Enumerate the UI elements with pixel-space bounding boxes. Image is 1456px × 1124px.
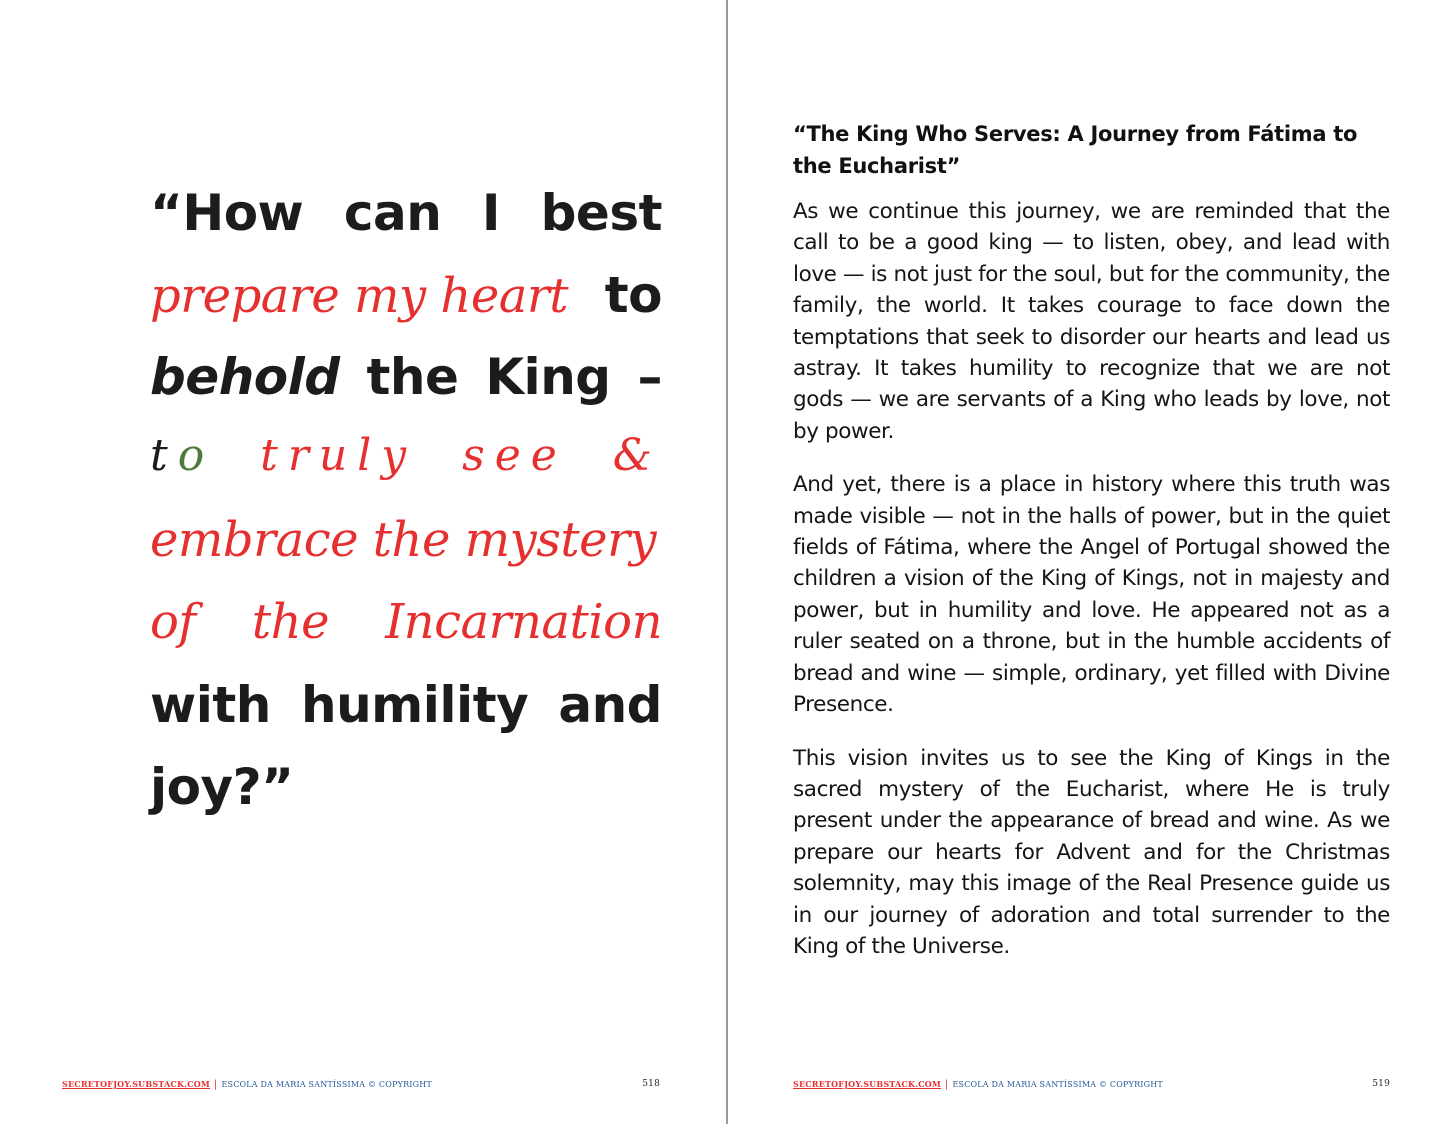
- pull-quote: [150, 184, 662, 840]
- quote-script-word: see: [462, 430, 567, 481]
- page-number: 519: [1372, 1079, 1390, 1089]
- footer-site-link[interactable]: SECRETOFJOY.SUBSTACK.COM: [62, 1079, 210, 1089]
- quote-word: joy?”: [150, 758, 294, 816]
- quote-letter-t: t: [150, 430, 178, 481]
- page-footer: [793, 1077, 1390, 1091]
- footer-copyright: ESCOLA DA MARIA SANTÍSSIMA © COPYRIGHT: [221, 1079, 432, 1089]
- quote-word: best: [540, 184, 662, 242]
- quote-line-6: [150, 594, 662, 676]
- quote-script-word: Incarnation: [385, 594, 662, 650]
- quote-line-4: [150, 430, 662, 512]
- quote-script-word: truly: [260, 430, 417, 481]
- quote-word: humility: [300, 676, 529, 734]
- article-paragraph: As we continue this journey, we are reminded that the call to be a good king — to listen, obey, and lead with love — is not just for the soul, but for the community, the family, the world. It takes courage to face down the temptations that seek to disorder our hearts and lead us astray. It takes humility to recognize that we are not gods — we are servants of a King who leads by love, not by power.: [793, 199, 1390, 444]
- article-paragraph: This vision invites us to see the King of Kings in the sacred mystery of the Eucharist, where He is truly present under the appearance of bread and wine. As we prepare our hearts for Advent and for the Christmas solemnity, may this image of the Real Presence guide us in our journey of adoration and total surrender to the King of the Universe.: [793, 745, 1390, 959]
- quote-line-7: [150, 676, 662, 758]
- quote-script-word: [150, 430, 214, 481]
- quote-script-phrase: embrace the mystery: [150, 512, 657, 568]
- quote-line-2: [150, 266, 662, 348]
- article-title: “The King Who Serves: A Journey from Fátima to the Eucharist”: [793, 122, 1358, 178]
- quote-line-3: [150, 348, 662, 430]
- quote-word: King: [485, 348, 611, 406]
- quote-line-1: [150, 184, 662, 266]
- quote-word: with: [150, 676, 271, 734]
- footer-separator: |: [944, 1078, 949, 1090]
- quote-word: I: [481, 184, 501, 242]
- quote-word: to: [604, 266, 662, 324]
- quote-word: “How: [150, 184, 304, 242]
- quote-italic-word: behold: [150, 348, 340, 406]
- quote-script-word: the: [251, 594, 329, 650]
- quote-word: can: [343, 184, 442, 242]
- right-page: [728, 0, 1456, 1124]
- footer-separator: |: [213, 1078, 218, 1090]
- quote-script-word: &: [612, 430, 662, 481]
- quote-letter-o: o: [177, 430, 215, 481]
- article-paragraph: And yet, there is a place in history where this truth was made visible — not in the halls of power, but in the quiet fields of Fátima, where the Angel of Portugal showed the children a vision of the King of Kings, not in majesty and power, but in humility and love. He appeared not as a ruler seated on a throne, but in the humble accidents of bread and wine — simple, ordinary, yet filled with Divine Presence.: [793, 472, 1390, 718]
- footer-copyright: ESCOLA DA MARIA SANTÍSSIMA © COPYRIGHT: [952, 1079, 1163, 1089]
- quote-line-5: [150, 512, 662, 594]
- quote-dash: –: [637, 348, 662, 406]
- quote-word: the: [366, 348, 459, 406]
- article: [793, 118, 1390, 984]
- page-footer: [62, 1077, 660, 1091]
- quote-script-word: of: [150, 594, 196, 650]
- page-number: 518: [642, 1079, 660, 1089]
- quote-word: and: [558, 676, 662, 734]
- quote-script-phrase: prepare my heart: [150, 268, 569, 324]
- quote-line-8: [150, 758, 662, 840]
- footer-site-link[interactable]: SECRETOFJOY.SUBSTACK.COM: [793, 1079, 941, 1089]
- left-page: [0, 0, 726, 1124]
